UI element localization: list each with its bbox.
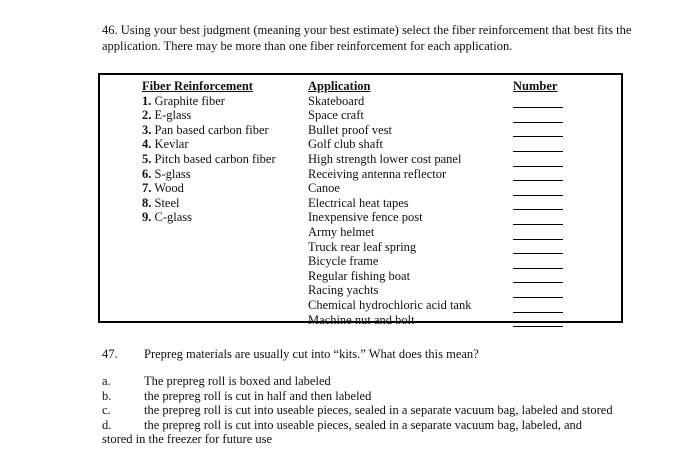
- question-46: 46. Using your best judgment (meaning your best estimate) select the fiber reinforcement that best fits the application. There may be more than one fiber reinforcement for each application.: [102, 23, 632, 53]
- number-answer-blank[interactable]: [513, 269, 563, 284]
- fiber-item: [142, 108, 276, 123]
- application-item: Receiving antenna reflector: [308, 166, 447, 181]
- fiber-name: Pan based carbon fiber: [151, 122, 269, 137]
- number-answer-blank[interactable]: [513, 181, 563, 196]
- application-item: Electrical heat tapes: [308, 195, 409, 210]
- application-item: Chemical hydrochloric acid tank: [308, 297, 472, 312]
- application-item: Skateboard: [308, 93, 365, 108]
- fiber-item: [142, 181, 276, 196]
- fiber-name: Wood: [151, 181, 184, 196]
- option-letter: a.: [102, 374, 111, 388]
- number-answer-blank[interactable]: [513, 94, 563, 109]
- number-answer-blank[interactable]: [513, 152, 563, 167]
- application-item: Inexpensive fence post: [308, 210, 423, 225]
- fiber-name: Pitch based carbon fiber: [151, 151, 276, 166]
- option-text: The prepreg roll is boxed and labeled: [144, 374, 331, 388]
- number-answer-blank[interactable]: [513, 123, 563, 138]
- answer-option[interactable]: [102, 374, 662, 389]
- application-item: Bullet proof vest: [308, 122, 393, 137]
- fiber-number: 6.: [142, 166, 152, 181]
- fiber-item: [142, 94, 276, 109]
- number-answer-blank[interactable]: [513, 283, 563, 298]
- fiber-item: [142, 196, 276, 211]
- fiber-name: Steel: [151, 195, 180, 210]
- fiber-header: Fiber Reinforcement: [142, 79, 253, 93]
- fiber-column: [142, 79, 276, 225]
- fiber-name: Graphite fiber: [151, 93, 225, 108]
- fiber-number: 8.: [142, 195, 152, 210]
- application-item: Regular fishing boat: [308, 268, 411, 283]
- answer-option[interactable]: [102, 403, 662, 418]
- matching-table: [98, 73, 623, 327]
- application-item: Canoe: [308, 181, 340, 196]
- application-item: Truck rear leaf spring: [308, 239, 417, 254]
- option-text-continued: stored in the freezer for future use: [102, 432, 273, 446]
- application-item: Golf club shaft: [308, 137, 383, 152]
- fiber-item: [142, 167, 276, 182]
- number-answer-blank[interactable]: [513, 137, 563, 152]
- option-letter: c.: [102, 403, 111, 417]
- question-number: 47.: [102, 347, 118, 361]
- number-answer-blank[interactable]: [513, 298, 563, 313]
- application-item: Army helmet: [308, 224, 375, 239]
- number-answer-blank[interactable]: [513, 196, 563, 211]
- number-answer-blank[interactable]: [513, 240, 563, 255]
- fiber-item: [142, 123, 276, 138]
- application-item: Space craft: [308, 108, 364, 123]
- fiber-number: 2.: [142, 108, 152, 123]
- application-header: Application: [308, 79, 371, 93]
- option-letter: b.: [102, 388, 112, 403]
- application-item: High strength lower cost panel: [308, 151, 462, 166]
- application-item: Machine nut and bolt: [308, 312, 415, 327]
- number-answer-blank[interactable]: [513, 225, 563, 240]
- answer-options: [102, 374, 662, 447]
- question-text: Prepreg materials are usually cut into “kits.” What does this mean?: [144, 347, 479, 361]
- fiber-number: 4.: [142, 137, 152, 152]
- fiber-number: 9.: [142, 210, 152, 225]
- number-answer-blank[interactable]: [513, 108, 563, 123]
- number-answer-blank[interactable]: [513, 313, 563, 328]
- option-text: the prepreg roll is cut into useable pieces, sealed in a separate vacuum bag, labeled, and: [144, 417, 583, 432]
- fiber-item: [142, 210, 276, 225]
- option-letter: d.: [102, 417, 112, 432]
- number-column: [513, 79, 563, 327]
- fiber-number: 3.: [142, 122, 152, 137]
- fiber-name: S-glass: [151, 166, 191, 181]
- number-answer-blank[interactable]: [513, 254, 563, 269]
- number-header: Number: [513, 79, 558, 93]
- number-answer-blank[interactable]: [513, 167, 563, 182]
- question-47: [102, 346, 647, 362]
- application-item: Bicycle frame: [308, 254, 379, 269]
- fiber-name: Kevlar: [151, 137, 189, 152]
- fiber-item: [142, 137, 276, 152]
- number-answer-blank[interactable]: [513, 210, 563, 225]
- fiber-number: 1.: [142, 93, 152, 108]
- application-column: [308, 79, 471, 327]
- answer-option[interactable]: [102, 418, 662, 447]
- fiber-item: [142, 152, 276, 167]
- fiber-number: 5.: [142, 151, 152, 166]
- application-item: Racing yachts: [308, 283, 379, 298]
- option-text: the prepreg roll is cut in half and then labeled: [144, 388, 372, 403]
- answer-option[interactable]: [102, 389, 662, 404]
- fiber-number: 7.: [142, 181, 152, 196]
- fiber-name: C-glass: [151, 210, 192, 225]
- fiber-name: E-glass: [151, 108, 192, 123]
- option-text: the prepreg roll is cut into useable pieces, sealed in a separate vacuum bag, labeled and stored: [144, 403, 613, 417]
